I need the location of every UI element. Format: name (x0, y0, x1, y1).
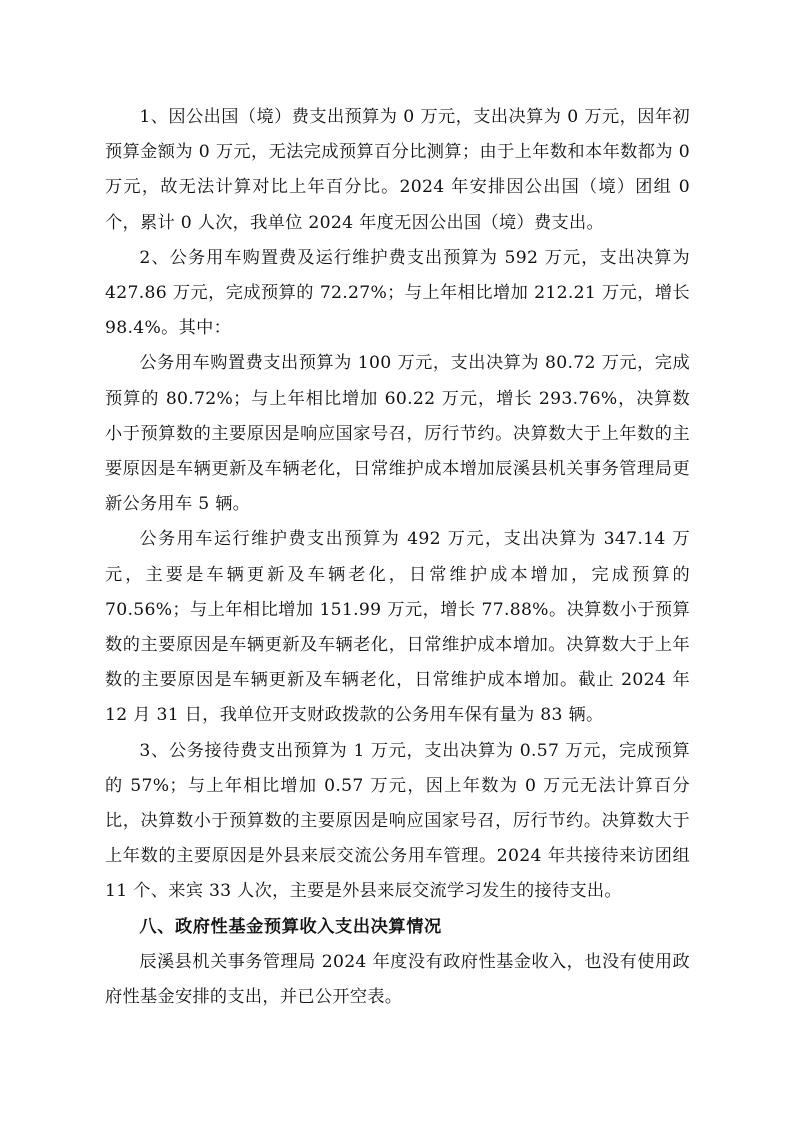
section-heading-government-fund: 八、政府性基金预算收入支出决算情况 (139, 916, 442, 937)
paragraph-overseas-travel-expenses: 1、因公出国（境）费支出预算为 0 万元，支出决算为 0 万元，因年初预算金额为 0 万元，无法完成预算百分比测算；由于上年数和本年数都为 0 万元，故无法计算对比上年百分比。2024 年安排因公出国（境）团组 0 个，累计 0 人次，我单位 2024 年度无因公出国（境）费支出。 (105, 107, 690, 233)
paragraph-vehicle-purchase-expenses: 公务用车购置费支出预算为 100 万元，支出决算为 80.72 万元，完成预算的 80.72%；与上年相比增加 60.22 万元，增长 293.76%，决算数小于预算数的主要原因是响应国家号召，厉行节约。决算数大于上年数的主要原因是车辆更新及车辆老化，日常维护成本增加辰溪县机关事务管理局更新公务用车 5 辆。 (105, 353, 690, 515)
paragraph-official-vehicle-expenses: 2、公务用车购置费及运行维护费支出预算为 592 万元，支出决算为 427.86 万元，完成预算的 72.27%；与上年相比增加 212.21 万元，增长 98.4%。其中： (105, 247, 690, 339)
paragraph-government-fund: 辰溪县机关事务管理局 2024 年度没有政府性基金收入，也没有使用政府性基金安排的支出，并已公开空表。 (105, 951, 690, 1008)
paragraph-vehicle-maintenance-expenses: 公务用车运行维护费支出预算为 492 万元，支出决算为 347.14 万元，主要是车辆更新及车辆老化，日常维护成本增加，完成预算的 70.56%；与上年相比增加 151.99 万元，增长 77.88%。决算数小于预算数的主要原因是车辆更新及车辆老化，日常维护成本增加。决算数大于上年数的主要原因是车辆更新及车辆老化，日常维护成本增加。截止 2024 年 12 月 31 日，我单位开支财政拨款的公务用车保有量为 83 辆。 (105, 529, 690, 726)
document-body (105, 100, 690, 1015)
paragraph-reception-expenses: 3、公务接待费支出预算为 1 万元，支出决算为 0.57 万元，完成预算的 57%；与上年相比增加 0.57 万元，因上年数为 0 万元无法计算百分比，决算数小于预算数的主要原因是响应国家号召，厉行节约。决算数大于上年数的主要原因是外县来辰交流公务用车管理。2024 年共接待来访团组 11 个、来宾 33 人次，主要是外县来辰交流学习发生的接待支出。 (105, 740, 690, 902)
